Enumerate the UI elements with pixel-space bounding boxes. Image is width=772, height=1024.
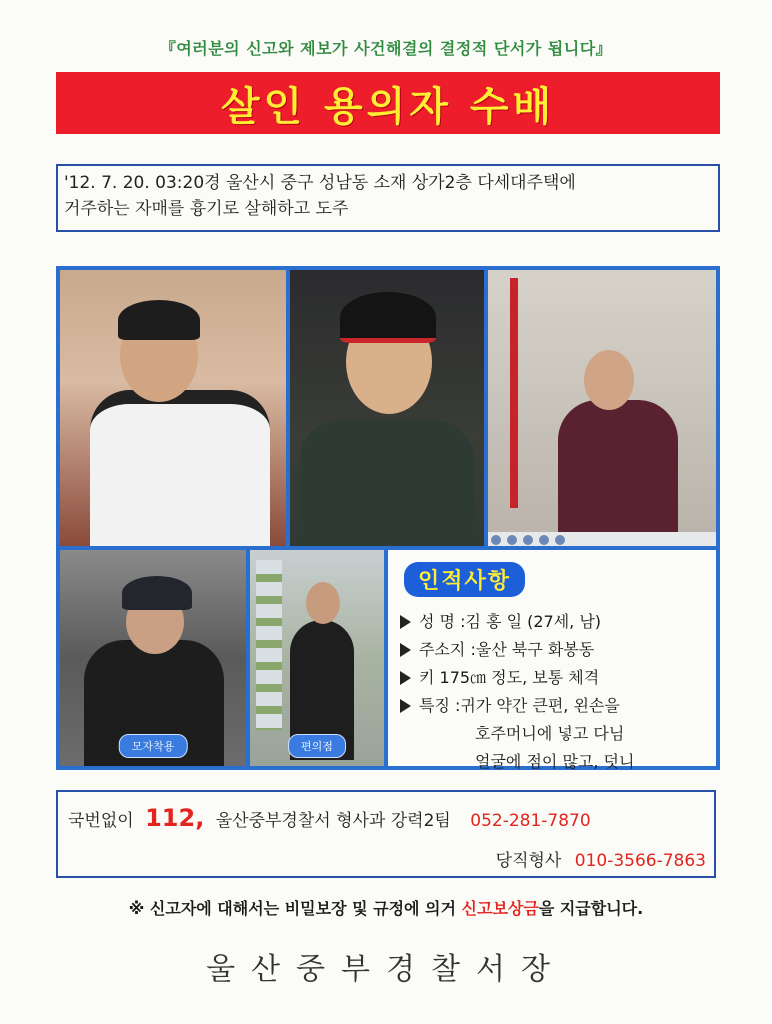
banner-title: 살인 용의자 수배 [220,83,556,130]
name-label: 성 명 : [419,612,466,631]
triangle-bullet-icon [400,643,411,657]
info-row-address [400,636,716,664]
address-value: 울산 북구 화봉동 [475,640,595,659]
suspect-photo-1 [60,270,286,546]
triangle-bullet-icon [400,671,411,685]
triangle-bullet-icon [400,699,411,713]
info-list [400,608,716,776]
contact-prefix: 국번없이 [68,811,134,831]
height-value: 키 175㎝ 정도, 보통 체격 [419,668,600,687]
incident-line-1: '12. 7. 20. 03:20경 울산시 중구 성남동 소재 상가2층 다세대주택에 [64,173,576,193]
traits-line-3: 얼굴에 점이 많고, 덧니 [475,752,635,771]
traits-line-1: 귀가 약간 큰편, 왼손을 [460,696,620,715]
notice-part-2: 을 지급합니다. [538,899,644,918]
contact-box [56,790,716,878]
reward-notice [0,896,772,919]
duty-phone: 010-3566-7863 [574,851,706,871]
traits-label: 특징 : [419,696,461,715]
info-row-name [400,608,716,636]
issuer-footer: 울산중부경찰서장 [206,952,566,987]
info-title: 인적사항 [404,562,525,597]
notice-reward: 신고보상금 [461,899,539,918]
traits-line-2: 호주머니에 넣고 다님 [475,724,625,743]
photo-label-cap: 모자착용 [119,734,188,758]
name-value: 김 홍 일 (27세, 남) [465,612,602,631]
photo-panel [56,266,720,770]
slogan: 『여러분의 신고와 제보가 사건해결의 결정적 단서가 됩니다』 [159,39,613,58]
address-label: 주소지 : [419,640,476,659]
incident-line-2: 거주하는 자매를 흉기로 살해하고 도주 [64,199,349,219]
suspect-photo-2 [290,270,484,546]
office-phone: 052-281-7870 [470,811,591,831]
suspect-info-box [388,550,716,771]
incident-description [56,164,720,232]
hotline-number: 112, [145,804,205,832]
triangle-bullet-icon [400,615,411,629]
notice-part-1: ※ 신고자에 대해서는 비밀보장 및 규정에 의거 [128,899,462,918]
wanted-banner [56,72,720,134]
office-name: 울산중부경찰서 형사과 강력2팀 [215,811,451,831]
contact-row-2 [496,846,706,871]
contact-row-1 [68,804,591,832]
suspect-photo-3 [488,270,716,546]
video-control-bar [488,532,716,546]
info-row-height [400,664,716,692]
duty-label: 당직형사 [495,851,562,871]
suspect-photo-5 [250,550,384,766]
suspect-photo-4 [60,550,246,766]
info-row-traits [400,692,716,720]
photo-label-store: 편의점 [288,734,346,758]
